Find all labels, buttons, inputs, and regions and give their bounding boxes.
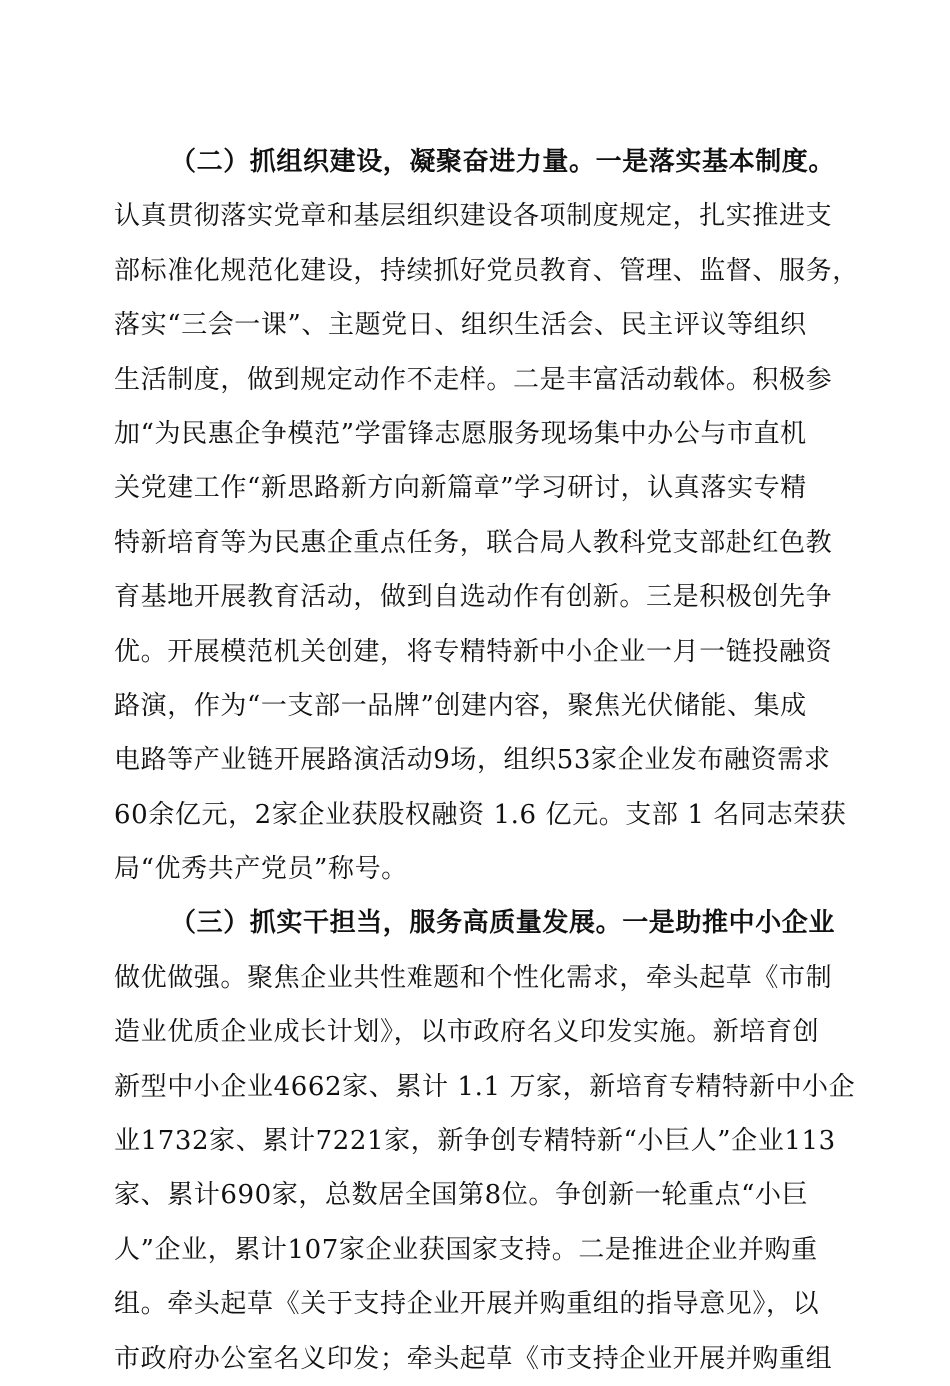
body-line: 认真贯彻落实党章和基层组织建设各项制度规定，扎实推进支 xyxy=(114,201,833,232)
document-body xyxy=(114,135,859,1386)
section-3-first-line xyxy=(114,896,834,950)
body-line: 局“优秀共产党员”称号。 xyxy=(114,854,408,885)
section-2-heading: （二）抓组织建设，凝聚奋进力量。 xyxy=(170,147,596,177)
body-line: 家、累计690家，总数居全国第8位。争创新一轮重点“小巨 xyxy=(114,1180,809,1211)
body-line: 路演，作为“一支部一品牌”创建内容，聚焦光伏储能、集成 xyxy=(114,690,807,721)
body-line: 优。开展模范机关创建，将专精特新中小企业一月一链投融资 xyxy=(114,636,833,667)
body-line: 市政府办公室名义印发；牵头起草《市支持企业开展并购重组 xyxy=(114,1343,833,1374)
body-line: 造业优质企业成长计划》，以市政府名义印发实施。新培育创 xyxy=(114,1017,820,1048)
body-line: 育基地开展教育活动，做到自选动作有创新。三是积极创先争 xyxy=(114,582,833,613)
body-line: 新型中小企业4662家、累计 1.1 万家，新培育专精特新中小企 xyxy=(114,1071,856,1102)
section-3-heading: （三）抓实干担当，服务高质量发展。 xyxy=(170,908,623,939)
body-line: 落实“三会一课”、主题党日、组织生活会、民主评议等组织 xyxy=(114,310,807,341)
body-line: 关党建工作“新思路新方向新篇章”学习研讨，认真落实专精 xyxy=(114,473,807,504)
body-line: 人”企业，累计107家企业获国家支持。二是推进企业并购重 xyxy=(114,1234,818,1265)
section-2-first-line xyxy=(114,135,834,189)
body-line: 做优做强。聚焦企业共性难题和个性化需求，牵头起草《市制 xyxy=(114,962,833,993)
body-line: 电路等产业链开展路演活动9场，组织53家企业发布融资需求 xyxy=(114,745,831,776)
body-line: 组。牵头起草《关于支持企业开展并购重组的指导意见》，以 xyxy=(114,1289,820,1320)
body-line: 特新培育等为民惠企重点任务，联合局人教科党支部赴红色教 xyxy=(114,527,833,558)
body-line: 生活制度，做到规定动作不走样。二是丰富活动载体。积极参 xyxy=(114,364,833,395)
body-line: 60余亿元，2家企业获股权融资 1.6 亿元。支部 1 名同志荣获 xyxy=(114,799,847,830)
section-2-lead: 一是落实基本制度。 xyxy=(595,147,836,177)
body-line: 业1732家、累计7221家，新争创专精特新“小巨人”企业113 xyxy=(114,1126,836,1157)
section-3-lead: 一是助推中小企业 xyxy=(622,908,836,939)
body-line: 加“为民惠企争模范”学雷锋志愿服务现场集中办公与市直机 xyxy=(114,418,807,449)
body-line: 部标准化规范化建设，持续抓好党员教育、管理、监督、服务， xyxy=(114,255,859,286)
